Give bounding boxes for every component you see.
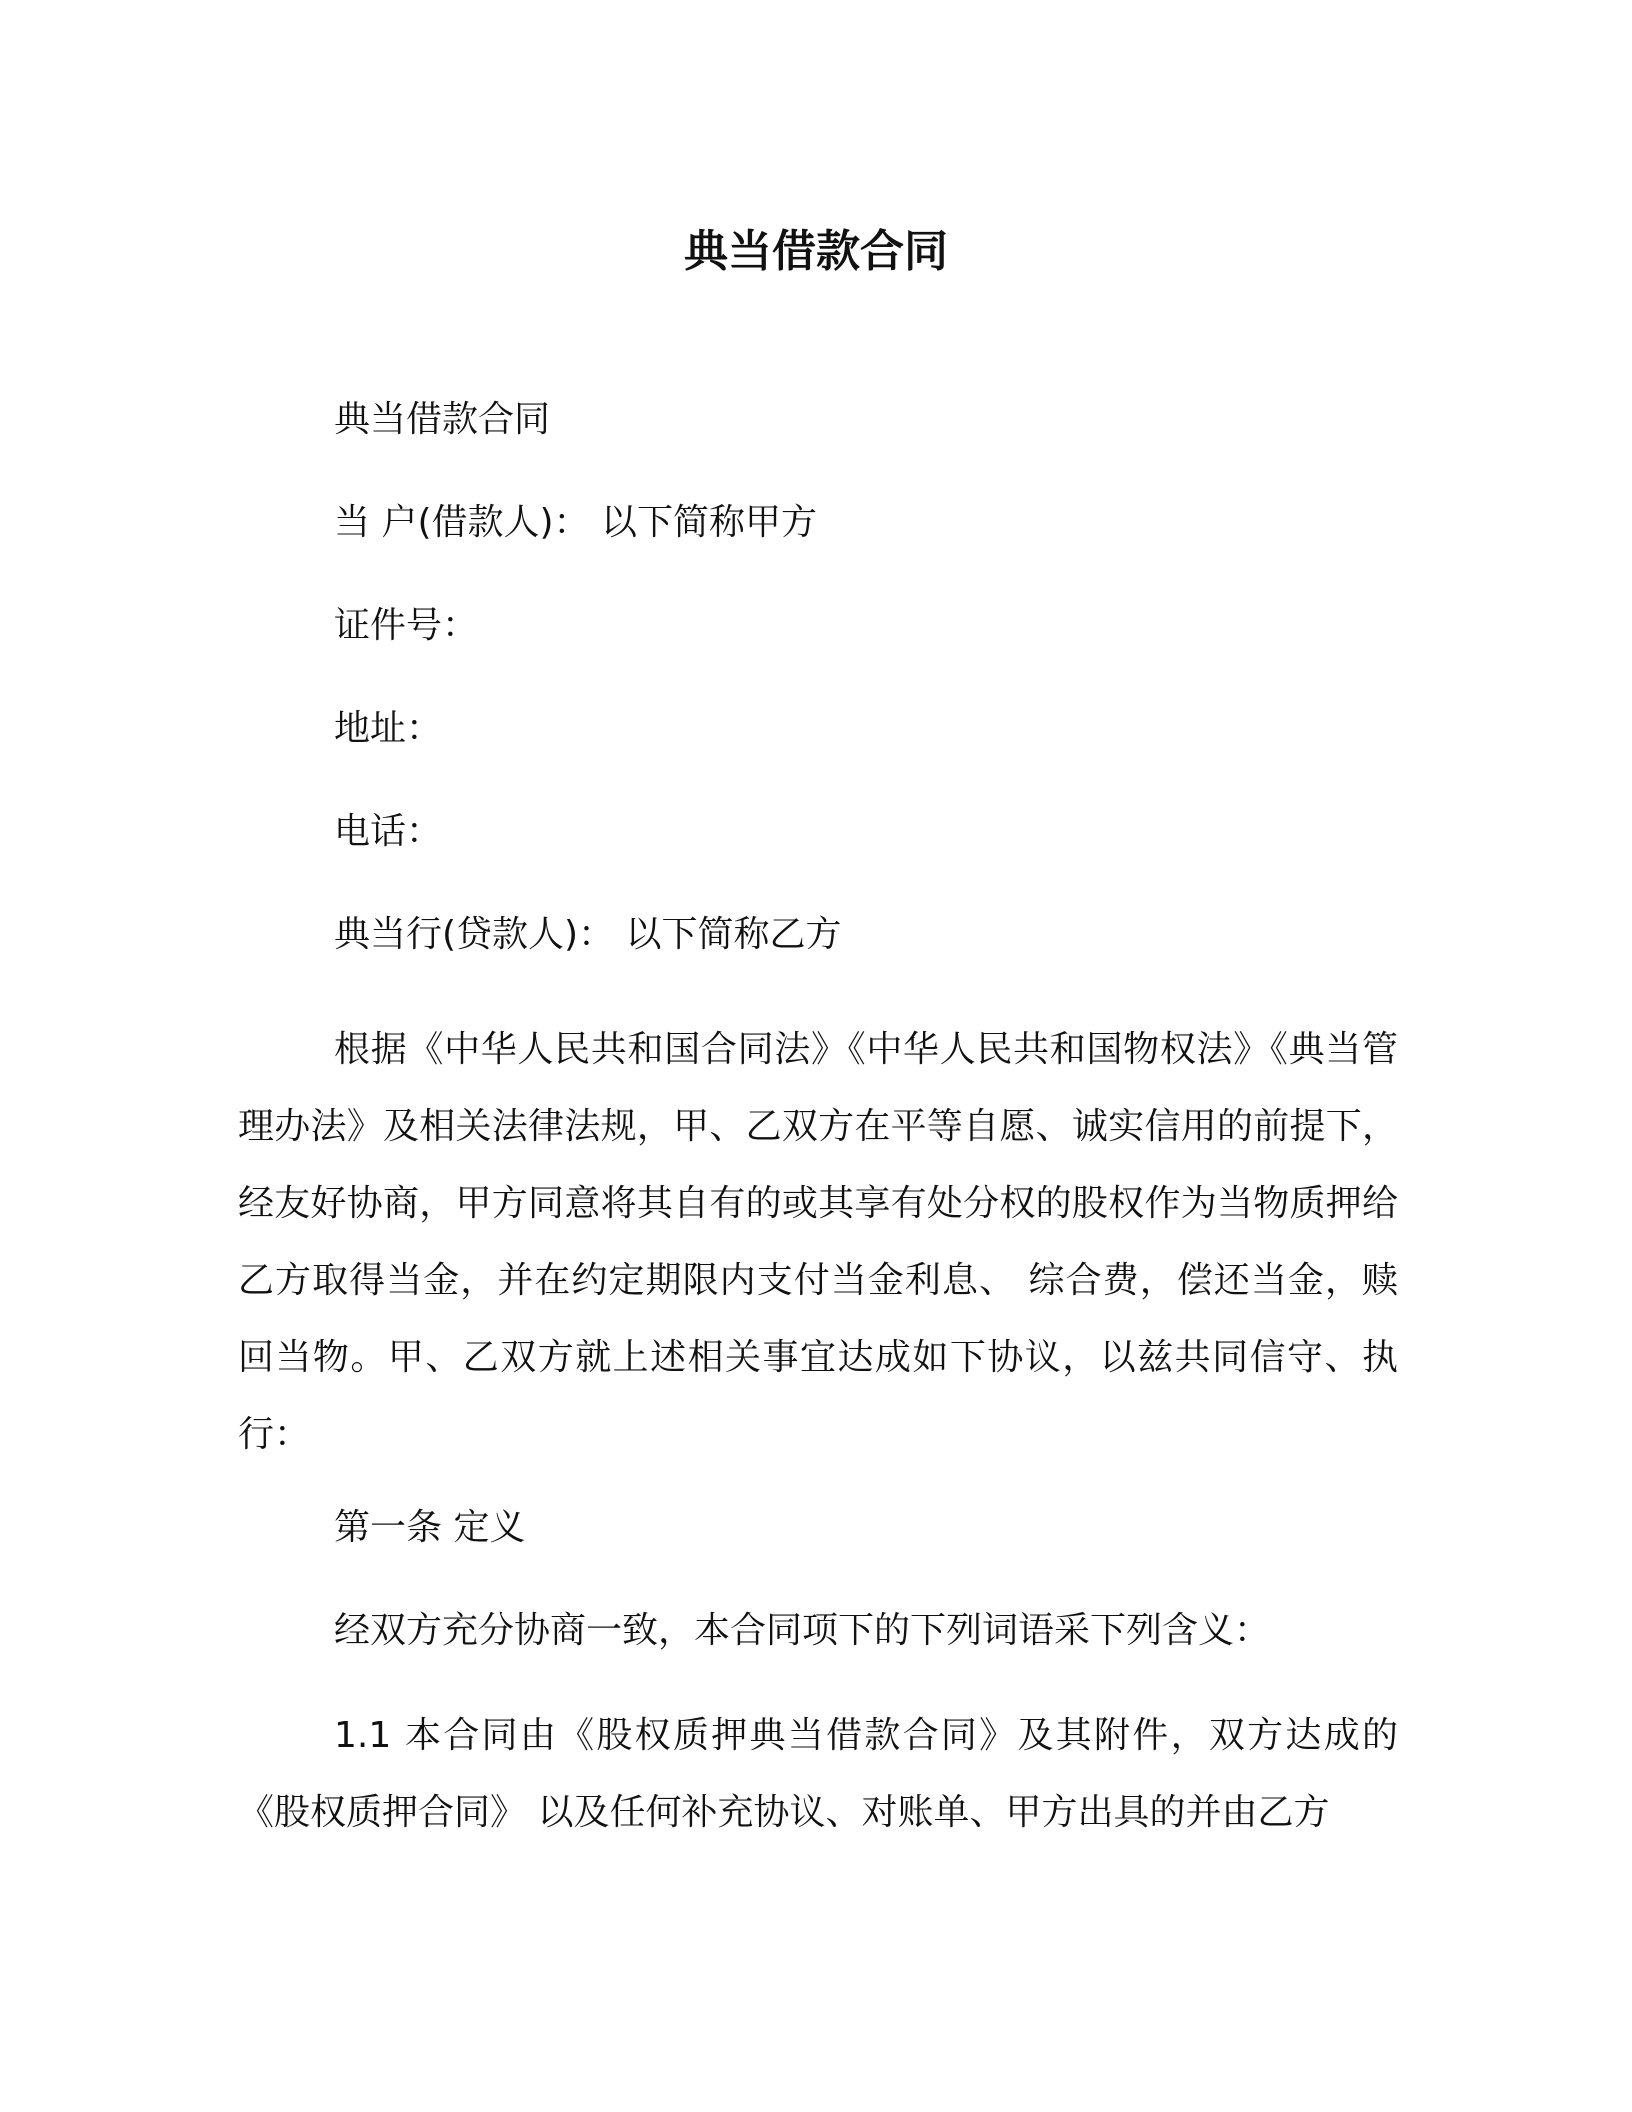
- phone-field: 电话：: [334, 811, 443, 852]
- preamble-paragraph: 根据《中华人民共和国合同法》《中华人民共和国物权法》《典当管理办法》及相关法律法规，甲、乙双方在平等自愿、诚实信用的前提下，经友好协商，甲方同意将其自有的或其享有处分权的股权作为当物质押给乙方取得当金，并在约定期限内支付当金利息、 综合费，偿还当金，赎回当物。甲、乙双方就上述相关事宜达成如下协议，以兹共同信守、执行：: [238, 1029, 1398, 1455]
- clause-1-1: 1.1 本合同由《股权质押典当借款合同》及其附件，双方达成的《股权质押合同》 以及任何补充协议、对账单、甲方出具的并由乙方: [238, 1715, 1398, 1833]
- id-number-field: 证件号：: [334, 605, 479, 646]
- pawnshop-field: 典当行(贷款人)： 以下简称乙方: [334, 914, 842, 955]
- pawner-field: 当 户(借款人)： 以下简称甲方: [334, 502, 817, 543]
- document-title: 典当借款合同: [684, 226, 948, 277]
- address-field: 地址：: [334, 708, 443, 749]
- contract-subtitle: 典当借款合同: [334, 399, 551, 440]
- article-1-intro: 经双方充分协商一致，本合同项下的下列词语采下列含义：: [334, 1610, 1271, 1651]
- article-1-heading: 第一条 定义: [334, 1507, 526, 1548]
